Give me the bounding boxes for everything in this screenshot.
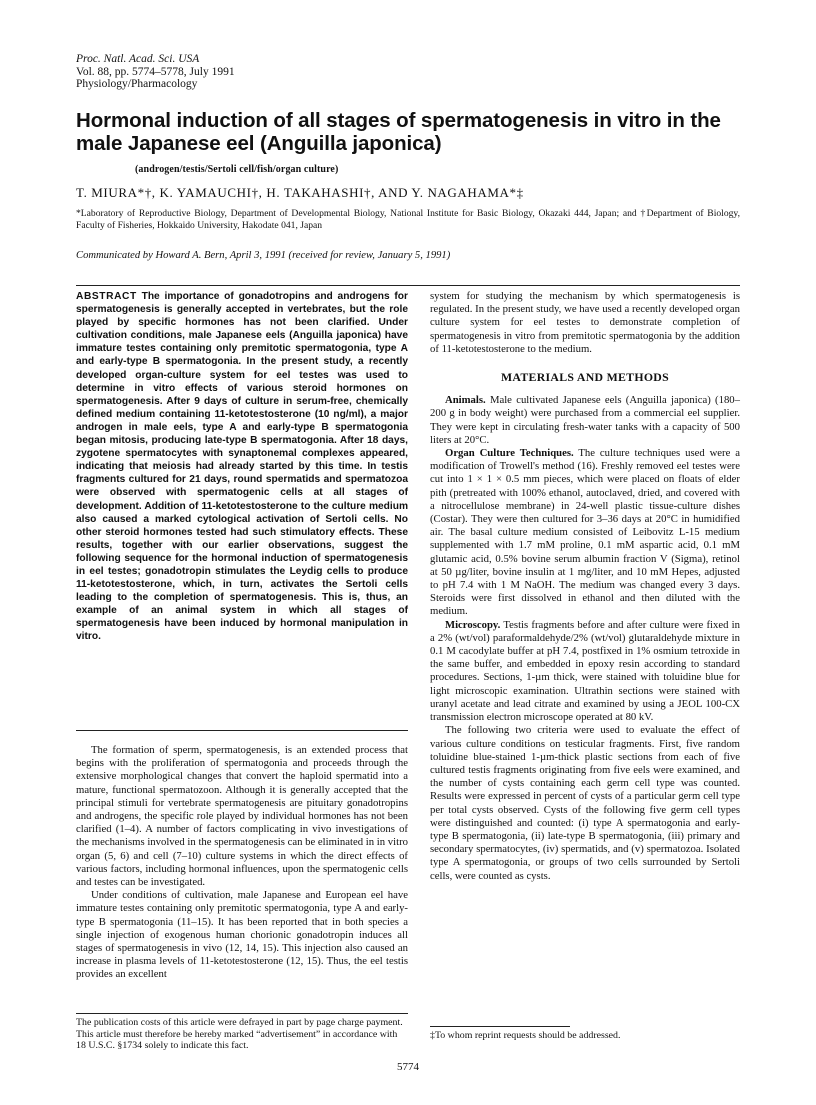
footnote-left-text: The publication costs of this article were defrayed in part by page charge payment. This article must therefore be hereby marked “advertisement” in accordance with 18 U.S.C. §1734 solely to indicate this fact. (76, 1017, 403, 1052)
methods-heading: MATERIALS AND METHODS (501, 370, 669, 385)
organ-culture-label: Organ Culture Techniques. (445, 447, 574, 460)
footnote-reprint (430, 1026, 740, 1041)
abstract (76, 290, 408, 644)
footnote-rule (76, 1013, 408, 1014)
abstract-text: The importance of gonadotropins and androgens for spermatogenesis is generally accepted in vertebrates, but the role played by specific hormones has not been clarified. Under cultivation conditions, male Japanese eels (Anguilla japonica) have immature testes containing only premitotic spermatogonia, type A and early-type B spermatogonia. In the present study, a recently developed organ-culture system for eel testes was used to determine in vitro effects of various steroid hormones on spermatogenesis. After 9 days of culture in serum-free, chemically defined medium containing 11-ketotestosterone (10 ng/ml), a major androgen in male eels, type A and early-type B spermatogonia began mitosis, producing late-type B spermatogonia. After 18 days, zygotene spermatocytes with synaptonemal complexes appeared, indicating that meiosis had already started by this time. In testis fragments cultured for 21 days, round spermatids and spermatozoa were observed with spermatogenic cells at all stages of development. Addition of 11-ketotestosterone to the culture medium also caused a marked cytological activation of Sertoli cells. No other steroid hormones tested had such stimulatory effects. These results, together with our earlier observations, suggest the following sequence for the hormonal induction of spermatogenesis in eel testes; gonadotropin stimulates the Leydig cells to produce 11-ketotestosterone, which, in turn, activates the Sertoli cells leading to the completion of spermatogenesis. This is, thus, an example of an animal system in which all stages of spermatogenesis have been induced by hormonal manipulation in vitro. (76, 291, 408, 643)
page-number: 5774 (397, 1061, 419, 1073)
microscopy-label: Microscopy. (445, 618, 501, 631)
intro-continuation: system for studying the mechanism by which spermatogenesis is regulated. In the present study, we have used a recently developed organ culture system for eel testes to demonstrate completion of spermatogenesis in vitro from premitotic spermatogonia by the addition of 11-ketotestosterone to the medium. (430, 290, 740, 355)
microscopy-text: Testis fragments before and after culture were fixed in a 2% (wt/vol) paraformaldehyde/2% (wt/vol) glutaraldehyde mixture in 0.1 M cacodylate buffer at pH 7.4, postfixed in 1% osmium tetroxide in the same buffer, and embedded in epoxy resin according to standard procedures. Sections, 1-µm thick, were stained with toluidine blue for light microscopic examination. Ultrathin sections were stained with uranyl acetate and lead citrate and examined by using a JEOL 100-CX transmission electron microscope operated at 80 kV. (430, 618, 740, 724)
journal-volume: Vol. 88, pp. 5774–5778, July 1991 (76, 65, 235, 78)
keywords: (androgen/testis/Sertoli cell/fish/organ culture) (135, 164, 339, 175)
authors: T. MIURA*†, K. YAMAUCHI†, H. TAKAHASHI†, AND Y. NAGAHAMA*‡ (76, 185, 524, 200)
footnote-right-text: ‡To whom reprint requests should be addressed. (430, 1030, 621, 1041)
journal-section: Physiology/Pharmacology (76, 78, 198, 90)
intro-paragraph-1: The formation of sperm, spermatogenesis, is an extended process that begins with the proliferation of spermatogonia and proceeds through the extensive morphological changes that convert the haploid spermatid into a mature, functional spermatozoon. Although it is generally accepted that the principal stimuli for vertebrate spermatogenesis are pituitary gonadotropins and androgens, the specific role played by individual hormones has not been clarified (1–4). A number of factors complicating in vivo investigations of the mechanisms involved in the spermatogenesis can be eliminated in in vitro organ (5, 6) and cell (7–10) culture systems in which the direct effects of various factors, including hormonal influences, upon the spermatogenic cells and testes can be investigated. (76, 744, 408, 889)
footnote-right-rule (430, 1026, 570, 1027)
animals-paragraph (430, 394, 740, 447)
header-rule (76, 285, 740, 286)
intro-paragraph-2: Under conditions of cultivation, male Japanese and European eel have immature testes containing only premitotic spermatogonia, type A and early-type B spermatogonia (11–15). It has been reported that in both species a single injection of exogenous human chorionic gonadotropin induces all stages of spermatogenesis in vivo (12, 14, 15). This injection also caused an increase in plasma levels of 11-ketotestosterone (12, 15). Thus, the eel testis provides an excellent (76, 889, 408, 981)
animals-label: Animals. (445, 394, 486, 407)
animals-text: Male cultivated Japanese eels (Anguilla japonica) (180–200 g in body weight) were purchased from a commercial eel supplier. They were kept in circulating fresh-water tanks with a capacity of 500 liters at 20°C. (430, 394, 740, 446)
affiliation: *Laboratory of Reproductive Biology, Department of Developmental Biology, National Institute for Basic Biology, Okazaki 444, Japan; and †Department of Biology, Faculty of Fisheries, Hokkaido University, Hakodate 041, Japan (76, 208, 740, 231)
communicated-by: Communicated by Howard A. Bern, April 3, 1991 (received for review, January 5, 1991) (76, 250, 451, 261)
journal-name: Proc. Natl. Acad. Sci. USA (76, 53, 200, 65)
journal-header (76, 53, 235, 91)
microscopy-paragraph (430, 619, 740, 725)
organ-culture-text: The culture techniques used were a modification of Trowell's method (16). Freshly removed eel testes were cut into 1 × 1 × 0.5 mm pieces, which were placed on floats of elder pith (pretreated with 100% ethanol, autoclaved, dried, and covered with a nitrocellulose membrane) in 24-well plastic tissue-culture dishes (Costar). They were then cultured for 3–36 days at 20°C in humidified air. The basal culture medium consisted of Leibovitz L-15 medium supplemented with 1.7 mM proline, 0.1 mM aspartic acid, 0.1 mM glutamic acid, 0.5% bovine serum albumin fraction V (Sigma), retinol at 50 µg/liter, bovine insulin at 1 mg/liter, and 10 mM Hepes, adjusted to pH 7.4 with 1 M NaOH. The medium was changed every 3 days. Steroids were first dissolved in ethanol and then diluted with the medium. (430, 447, 740, 618)
criteria-paragraph: The following two criteria were used to evaluate the effect of various culture conditions on testicular fragments. First, five random toluidine blue-stained 1-µm-thick plastic sections from each of five cultured testis fragments originating from five eels were examined, and the number of cysts containing each germ cell type was counted. Results were expressed in percent of cysts of a particular germ cell type per total cysts observed. Cysts of the following five germ cell types were distinguished and counted: (i) type A spermatogonia and early-type B spermatogonia, (ii) late-type B spermatogonia, (iii) primary and secondary spermatocytes, (iv) spermatids, and (v) spermatozoa. Isolated type A spermatogonia, or groups of two cells surrounded by Sertoli cells, were counted as cysts. (430, 724, 740, 882)
article-title: Hormonal induction of all stages of spermatogenesis in vitro in the male Japanese eel (Anguilla japonica) (76, 109, 721, 155)
intro-column (76, 744, 408, 982)
abstract-label: ABSTRACT (76, 291, 137, 302)
abstract-rule (76, 730, 408, 731)
organ-culture-paragraph (430, 447, 740, 619)
right-column (430, 290, 740, 883)
footnote-publication-costs (76, 1013, 408, 1052)
